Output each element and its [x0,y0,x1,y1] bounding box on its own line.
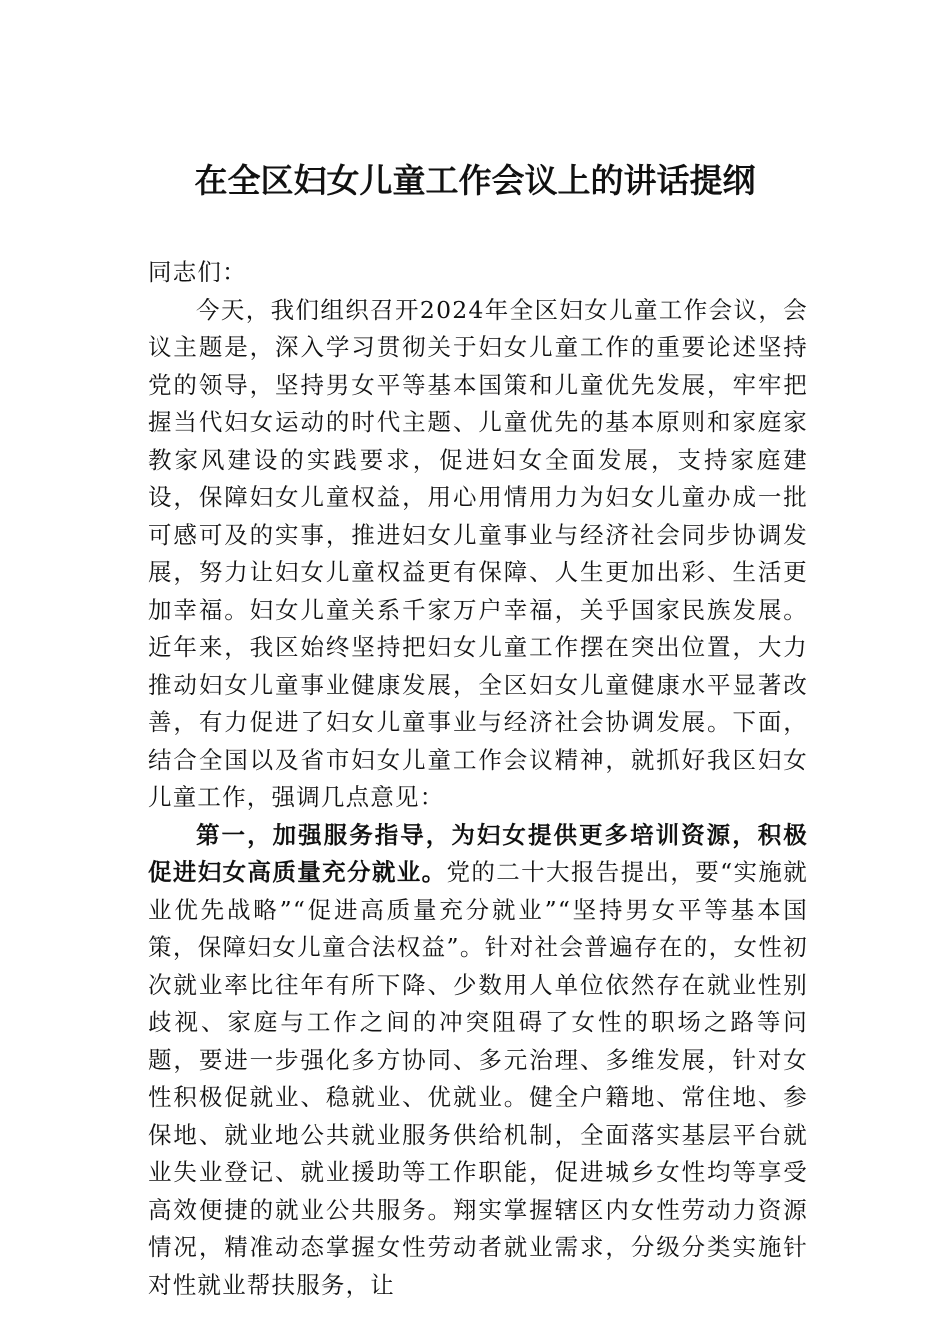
salutation: 同志们： [148,258,247,286]
document-title: 在全区妇女儿童工作会议上的讲话提纲 [194,161,756,200]
paragraph-point-one [148,817,808,1305]
document-body [148,254,808,1304]
point-one-body: 党的二十大报告提出，要“实施就业优先战略”“促进高质量充分就业”“坚持男女平等基本国策，保障妇女儿童合法权益”。针对社会普遍存在的，女性初次就业率比往年有所下降、少数用人单位依然存在就业性别歧视、家庭与工作之间的冲突阻碍了女性的职场之路等问题，要进一步强化多方协同、多元治理、多维发展，针对女性积极促就业、稳就业、优就业。健全户籍地、常住地、参保地、就业地公共就业服务供给机制，全面落实基层平台就业失业登记、就业援助等工作职能，促进城乡女性均等享受高效便捷的就业公共服务。翔实掌握辖区内女性劳动力资源情况，精准动态掌握女性劳动者就业需求，分级分类实施针对性就业帮扶服务，让 [148,858,808,1299]
paragraph-intro: 今天，我们组织召开2024年全区妇女儿童工作会议，会议主题是，深入学习贯彻关于妇女儿童工作的重要论述坚持党的领导，坚持男女平等基本国策和儿童优先发展，牢牢把握当代妇女运动的时代主题、儿童优先的基本原则和家庭家教家风建设的实践要求，促进妇女全面发展，支持家庭建设，保障妇女儿童权益，用心用情用力为妇女儿童办成一批可感可及的实事，推进妇女儿童事业与经济社会同步协调发展，努力让妇女儿童权益更有保障、人生更加出彩、生活更加幸福。妇女儿童关系千家万户幸福，关乎国家民族发展。近年来，我区始终坚持把妇女儿童工作摆在突出位置，大力推动妇女儿童事业健康发展，全区妇女儿童健康水平显著改善，有力促进了妇女儿童事业与经济社会协调发展。下面，结合全国以及省市妇女儿童工作会议精神，就抓好我区妇女儿童工作，强调几点意见： [148,295,808,811]
point-one-heading: 第一，加强服务指导，为妇女提供更多培训资源，积极促进妇女高质量充分就业。 [148,820,808,886]
